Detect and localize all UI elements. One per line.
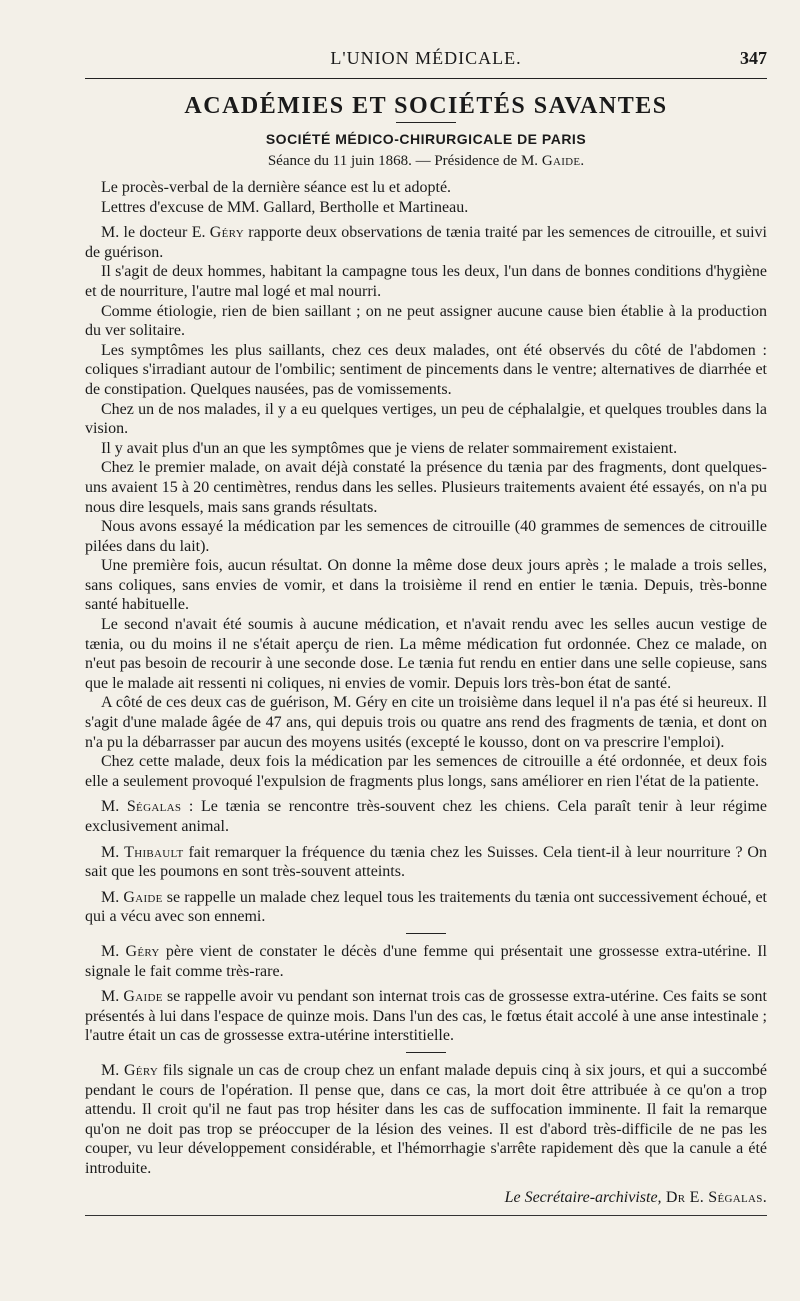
session-suffix: . — [580, 153, 585, 169]
session-prefix: Séance du 11 juin 1868. — Présidence de M. — [267, 153, 542, 169]
remark-gery-pere — [85, 942, 767, 981]
remark-paragraph — [85, 942, 767, 981]
intro-paragraph-1: Le procès-verbal de la dernière séance est lu et adopté. — [101, 179, 452, 196]
report-paragraph: Il s'agit de deux hommes, habitant la campagne tous les deux, l'un dans de bonnes conditions d'hygiène et de nourriture, l'autre mal logé et mal nourri. — [85, 263, 767, 300]
running-title: L'UNION MÉDICALE. — [330, 48, 522, 68]
intro-block — [85, 178, 767, 217]
remark-paragraph — [85, 843, 767, 882]
signature-role: Le Secrétaire-archiviste, — [504, 1188, 662, 1206]
report-paragraph: Les symptômes les plus saillants, chez ces deux malades, ont été observés du côté de l'abdomen : coliques s'irradiant autour de l'ombilic; sentiment de pincements dans le ventre; alternatives de diarrhée et de constipation. Quelques nausées, pas de vomissements. — [85, 341, 767, 398]
remark-gery-fils — [85, 1061, 767, 1179]
remark-gaide — [85, 888, 767, 927]
report-lead-prefix: M. le docteur E. — [101, 224, 210, 242]
intro-paragraph-2: Lettres d'excuse de MM. Gallard, Bertholle et Martineau. — [101, 198, 469, 216]
document-page — [85, 46, 767, 1224]
title-rule — [396, 122, 456, 123]
session-line — [85, 153, 767, 170]
remark-prefix: M. — [101, 843, 125, 861]
remark-text: se rappelle avoir vu pendant son internat trois cas de grossesse extra-utérine. Ces faits se sont présentés à lui dans l'espace de quinze mois. Dans l'un des cas, le fœtus était accolé à une anse intestinale ; l'autre était un cas de grossesse extra-utérine interstitielle. — [85, 988, 767, 1045]
report-speaker: Géry — [209, 224, 244, 242]
report-paragraph: A côté de ces deux cas de guérison, M. Géry en cite un troisième dans lequel il n'a pas été si heureux. Il s'agit d'une malade âgée de 47 ans, qui depuis trois ou quatre ans rend des fragments de tænia, et dont on n'a pu la débarrasser par aucun des moyens usités (excepté le kousso, dont on va prescrire l'emploi). — [85, 694, 767, 751]
report-paragraph: Comme étiologie, rien de bien saillant ; on ne peut assigner aucune cause bien établie à la production du ver solitaire. — [85, 302, 767, 340]
remark-speaker: Gaide — [123, 888, 163, 906]
remark-paragraph — [85, 797, 767, 836]
remark-prefix: M. — [101, 988, 124, 1006]
signature-name: Dr E. Ségalas. — [661, 1188, 767, 1206]
remark-speaker: Ségalas — [126, 798, 182, 816]
remark-prefix: M. — [101, 1061, 124, 1079]
remark-prefix: M. — [101, 798, 127, 816]
remark-text: fils signale un cas de croup chez un enfant malade depuis cinq à six jours, et qui a succombé pendant le cours de l'opération. Il pense que, dans ce cas, la mort doit être attribuée à ce qu'on a trop attendu. Il croit qu'il ne faut pas trop hésiter dans les cas de suffocation imminente. Il fait la remarque qu'on ne doit pas trop se préoccuper de la lésion des veines. Il est d'abord très-difficile de ne pas les couper, vu leur développement considérable, et l'hémorrhagie s'arrête rapidement dès que la canule a été introduite. — [85, 1061, 767, 1177]
remark-speaker: Gaide — [123, 988, 163, 1006]
remark-paragraph — [85, 888, 767, 927]
footer-rule — [85, 1215, 767, 1216]
report-paragraph: Le second n'avait été soumis à aucune médication, et n'avait rendu avec les selles aucun vestige de tænia, ou du moins il ne s'était aperçu de rien. La même médication fut ordonnée. Chez ce malade, on n'eut pas besoin de recourir à une seconde dose. Le tænia fut rendu en entier dans une selle copieuse, sans que le malade ait ressenti ni coliques, ni envies de vomir. Depuis lors très-bon état de santé. — [85, 616, 767, 692]
society-name: SOCIÉTÉ MÉDICO-CHIRURGICALE DE PARIS — [265, 131, 587, 147]
report-lead-rest: rapporte deux observations de tænia traité par les semences de citrouille, et suivi de guérison. — [85, 224, 767, 261]
report-paragraph: Chez cette malade, deux fois la médication par les semences de citrouille a été ordonnée, et deux fois elle a seulement provoqué l'expulsion de fragments plus longs, sans améliorer en rien l'état de la patiente. — [85, 753, 767, 790]
section-divider — [406, 933, 446, 934]
remark-speaker: Thibault — [124, 843, 184, 861]
remark-thibault — [85, 843, 767, 882]
report-paragraph: Une première fois, aucun résultat. On donne la même dose deux jours après ; le malade a trois selles, sans coliques, sans envies de vomir, et dans la troisième il rend en entier le tænia. Depuis, très-bonne santé habituelle. — [85, 557, 767, 614]
report-paragraph: Nous avons essayé la médication par les semences de citrouille (40 grammes de semences de citrouille pilées dans du lait). — [85, 518, 767, 555]
remark-ségalas — [85, 797, 767, 836]
report-lead — [85, 223, 767, 262]
remark-text: père vient de constater le décès d'une femme qui présentait une grossesse extra-utérine. Il signale le fait comme très-rare. — [85, 942, 767, 980]
gery-report — [85, 223, 767, 791]
remark-text: se rappelle un malade chez lequel tous les traitements du tænia ont successivement échoué, et qui a vécu avec son ennemi. — [85, 888, 767, 926]
report-paragraph: Chez le premier malade, on avait déjà constaté la présence du tænia par des fragments, dont quelques-uns avaient 15 à 20 centimètres, rendus dans les selles. Plusieurs traitements avaient été essayés, on n'a pu nous dire lesquels, mais sans grands résultats. — [85, 459, 767, 516]
signature — [85, 1189, 767, 1207]
page-number: 347 — [740, 48, 767, 68]
remark-speaker: Géry — [125, 942, 160, 960]
header-rule — [85, 78, 767, 79]
report-paragraph: Il y avait plus d'un an que les symptômes que je viens de relater sommairement existaient. — [101, 439, 678, 457]
remark-paragraph — [85, 987, 767, 1046]
croup-paragraph — [85, 1061, 767, 1179]
remark-gaide-2 — [85, 987, 767, 1046]
section-divider — [406, 1052, 446, 1053]
section-title: ACADÉMIES ET SOCIÉTÉS SAVANTES — [184, 93, 668, 119]
page-header — [85, 46, 767, 78]
remark-prefix: M. — [101, 888, 124, 906]
report-paragraph: Chez un de nos malades, il y a eu quelques vertiges, un peu de céphalalgie, et quelques troubles dans la vision. — [85, 400, 767, 438]
remark-speaker: Géry — [123, 1061, 159, 1079]
remark-text: : Le tænia se rencontre très-souvent chez les chiens. Cela paraît tenir à leur régime exclusivement animal. — [85, 798, 767, 835]
remark-text: fait remarquer la fréquence du tænia chez les Suisses. Cela tient-il à leur nourriture ? On sait que les poumons en sont très-souvent atteints. — [85, 843, 767, 881]
session-president: Gaide — [541, 153, 581, 169]
remark-prefix: M. — [101, 942, 126, 960]
